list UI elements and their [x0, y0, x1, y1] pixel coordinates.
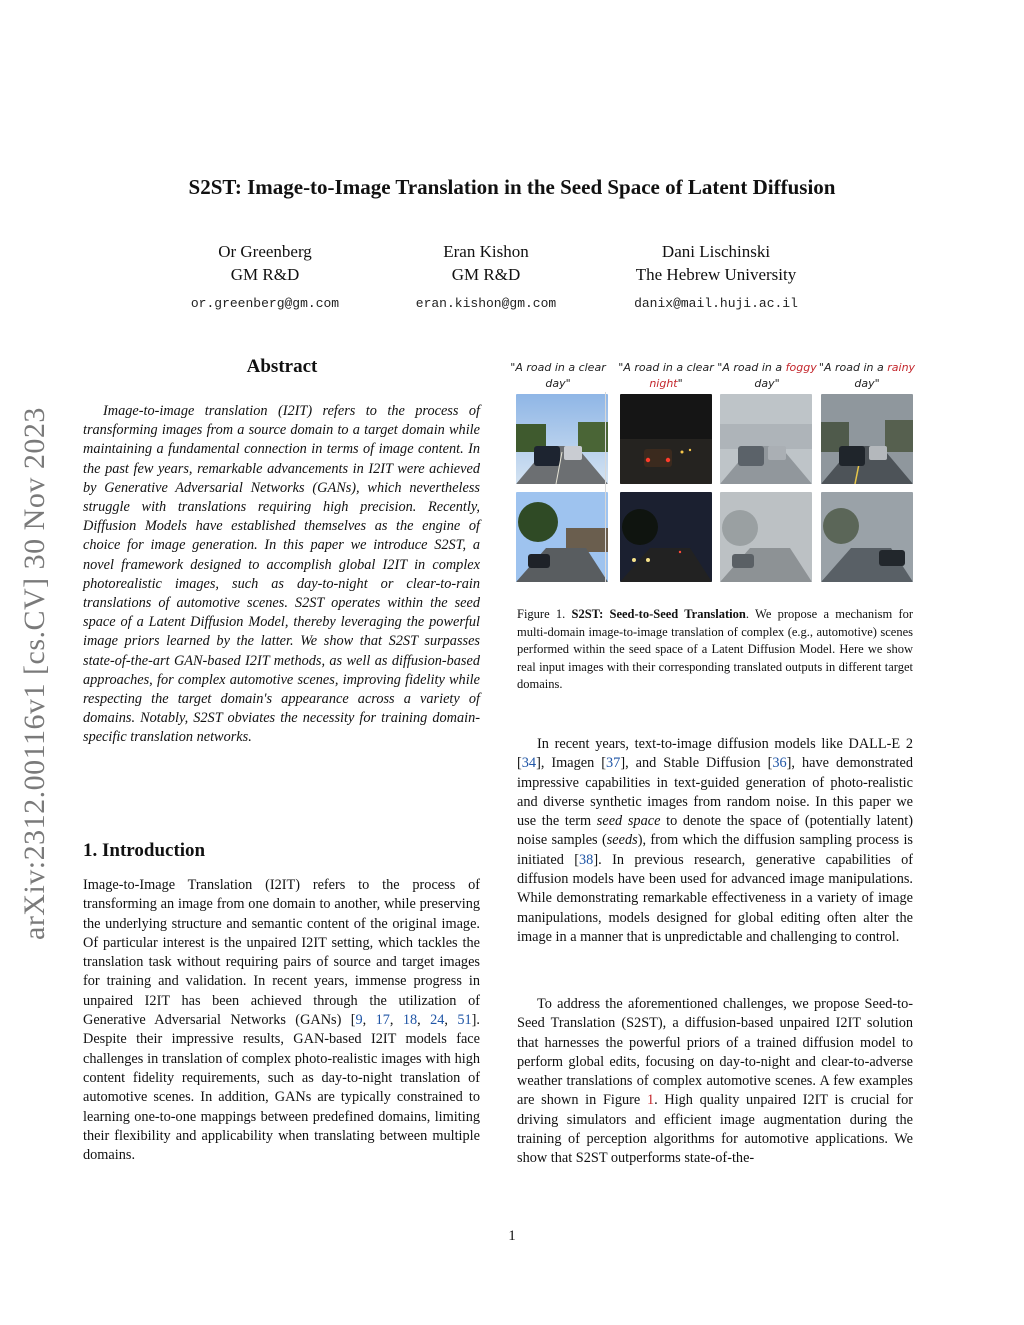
- author-email[interactable]: eran.kishon@gm.com: [415, 296, 557, 311]
- right-paragraph-2: To address the aforementioned challenges, we propose Seed-to-Seed Translation (S2ST), a diffusion-based unpaired I2IT solution that harnesses the powerful priors of a trained diffusion model to perform global edits, focusing on day-to-night and clear-to-adverse weather translations of complex automotive scenes. A few examples are shown in Figure 1. High quality unpaired I2IT is crucial for driving simulators and efficient image augmentation during the training of perception algorithms for automotive applications. We show that S2ST outperforms state-of-the-: [517, 996, 914, 1167]
- author-block-3: [586, 240, 846, 315]
- photo-rainy-1: [821, 394, 913, 484]
- author-affiliation: The Hebrew University: [635, 265, 797, 284]
- photo-foggy-1: [720, 394, 812, 484]
- author-email[interactable]: danix@mail.huji.ac.il: [634, 296, 798, 311]
- author-name: Dani Lischinski: [661, 242, 771, 261]
- abstract-heading: Abstract: [246, 356, 318, 377]
- citation-link[interactable]: 37: [606, 755, 621, 772]
- arxiv-stamp: arXiv:2312.00116v1 [cs.CV] 30 Nov 2023: [18, 407, 51, 940]
- photo-night-2: [620, 492, 712, 582]
- right-paragraph-1: In recent years, text-to-image diffusion models like DALL-E 2 [34], Imagen [37], and Stable Diffusion [36], have demonstrated impressive capabilities in text-guided generation of photo-realistic and diverse synthetic images from random noise. In this paper we use the term seed space to denote the space of (potentially latent) noise samples (seeds), from which the diffusion sampling process is initiated [38]. In previous research, generative capabilities of diffusion models have been used for advanced image manipulations. While demonstrating remarkable effectiveness in a variety of image manipulations, models designed for global editing often alter the image in a manner that is unpredictable and challenging to control.: [517, 736, 914, 945]
- photo-clear-day-2: [516, 492, 608, 582]
- figure-label-rainy: "A road in a rainy day": [818, 361, 916, 390]
- paper-title: S2ST: Image-to-Image Translation in the Seed Space of Latent Diffusion: [188, 175, 836, 199]
- figure-divider: [605, 392, 606, 582]
- citation-link[interactable]: 34: [521, 755, 537, 772]
- section-heading-introduction: 1. Introduction: [83, 840, 206, 861]
- citation-link[interactable]: 9: [355, 1012, 363, 1029]
- figure-1-caption: Figure 1. S2ST: Seed-to-Seed Translation. We propose a mechanism for multi-domain image-to-image translation of complex (e.g., automotive) scenes performed within the seed space of a Latent Diffusion Model. Here we show real input images with their corresponding translated outputs in different target domains.: [517, 607, 914, 691]
- photo-rainy-2: [821, 492, 913, 582]
- intro-paragraph-1: Image-to-Image Translation (I2IT) refers to the process of transforming an image from one domain to another, while preserving the underlying structure and semantic content of the original image. Of particular interest is the unpaired I2IT setting, which tackles the translation task without requiring pairs of source and target images for training and validation. In recent years, immense progress in unpaired I2IT has been achieved through the utilization of Generative Adversarial Networks (GANs) [9, 17, 18, 24, 51]. Despite their impressive results, GAN-based I2IT models face challenges in translation of complex photo-realistic images with high content fidelity requirements, such as day-to-night translation of automotive scenes. In addition, GANs are typically constrained to learning one-to-one mappings between predefined domains, limiting their flexibility and applicability when translating between multiple domains.: [83, 877, 480, 1164]
- citation-link[interactable]: 36: [772, 755, 787, 772]
- page-number: 1: [508, 1228, 516, 1244]
- author-affiliation: GM R&D: [451, 265, 521, 284]
- photo-clear-day-1: [516, 394, 608, 484]
- citation-link[interactable]: 24: [430, 1012, 445, 1029]
- author-block-2: [356, 240, 616, 315]
- citation-link[interactable]: 18: [402, 1012, 418, 1029]
- photo-foggy-2: [720, 492, 812, 582]
- citation-link[interactable]: 38: [579, 851, 594, 868]
- figure-label-foggy: "A road in a foggy day": [717, 361, 817, 390]
- author-name: Eran Kishon: [443, 242, 529, 261]
- citation-link[interactable]: 17: [375, 1012, 390, 1029]
- figure-label-clear-day: "A road in a clear day": [510, 361, 606, 390]
- citation-link[interactable]: 51: [457, 1012, 472, 1029]
- abstract-text: Image-to-image translation (I2IT) refers to the process of transforming images from a source domain to a target domain while maintaining a fundamental connection in terms of image content. In the past few years, remarkable advancements in I2IT were achieved by Generative Adversarial Networks (GANs), which nevertheless struggle with translations requiring high precision. Recently, Diffusion Models have established themselves as the engine of choice for image generation. In this paper we introduce S2ST, a novel framework designed to accomplish global I2IT in complex photorealistic images, such as day-to-night or clear-to-rain translations of automotive scenes. S2ST operates within the seed space of a Latent Diffusion Model, thereby leveraging the powerful image priors learned by the latter. We show that S2ST surpasses state-of-the-art GAN-based I2IT methods, as well as diffusion-based approaches, for complex automotive scenes, improving fidelity while respecting the target domain's appearance across a variety of domains. Notably, S2ST obviates the necessity for training domain-specific translation networks.: [83, 403, 480, 746]
- figure-label-night: "A road in a clear night": [618, 361, 714, 390]
- author-name: Or Greenberg: [218, 242, 312, 261]
- photo-night-1: [620, 394, 712, 484]
- author-affiliation: GM R&D: [230, 265, 300, 284]
- figure-reference-link[interactable]: 1: [646, 1092, 655, 1109]
- author-email[interactable]: or.greenberg@gm.com: [190, 296, 340, 311]
